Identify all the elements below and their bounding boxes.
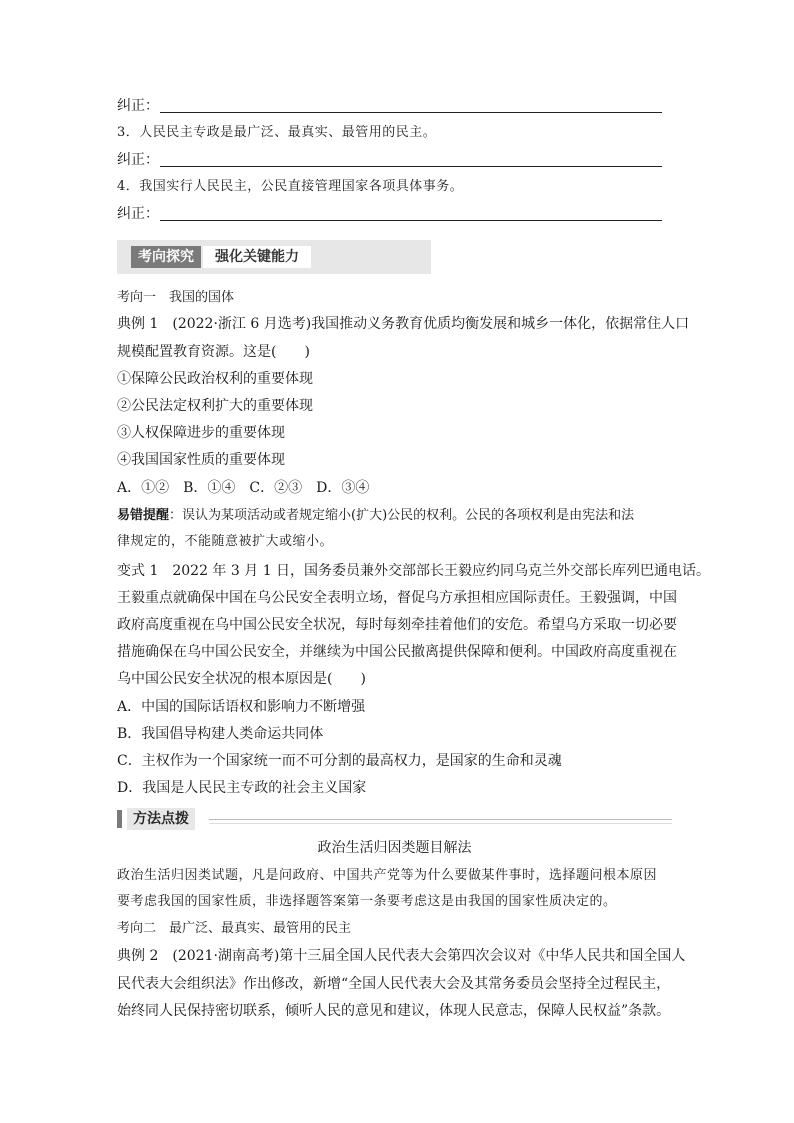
variant-1-line-3: 政府高度重视在乌中国公民安全状况，每时每刻牵挂着他们的安危。希望乌方采取一切必要: [117, 617, 677, 633]
example-1-option-3: ③人权保障进步的重要体现: [117, 425, 285, 441]
example-1-option-1: ①保障公民政治权利的重要体现: [117, 371, 313, 387]
correction-label-2: 纠正：: [117, 152, 159, 168]
statement-3: 3．人民民主专政是最广泛、最真实、最管用的民主。: [117, 125, 437, 140]
error-tip-line-2: 律规定的，不能随意被扩大或缩小。: [117, 534, 334, 549]
statement-4: 4．我国实行人民民主，公民直接管理国家各项具体事务。: [117, 179, 464, 194]
variant-1-option-a: A．中国的国际话语权和影响力不断增强: [117, 699, 366, 715]
method-title: 政治生活归因类题目解法: [317, 840, 472, 856]
section-banner: [117, 240, 431, 274]
variant-1-line-4: 措施确保在乌中国公民安全，并继续为中国公民撤离提供保障和便利。中国政府高度重视在: [117, 644, 677, 660]
method-line-1: 政治生活归因类试题，凡是问政府、中国共产党等为什么要做某件事时，选择题问根本原因: [117, 868, 658, 883]
correction-blank-3[interactable]: [160, 220, 662, 221]
correction-label-3: 纠正：: [117, 206, 159, 222]
correction-blank-2[interactable]: [160, 166, 662, 167]
example-2-line-3: 始终同人民保持密切联系，倾听人民的意见和建议，体现人民意志，保障人民权益”条款。: [117, 1003, 671, 1019]
variant-1-line-1: 变式 1 2022 年 3 月 1 日，国务委员兼外交部部长王毅应约同乌克兰外交部长库列巴通电话。: [117, 563, 711, 579]
variant-1-option-b: B．我国倡导构建人类命运共同体: [117, 726, 324, 742]
error-tip-text: ：误认为某项活动或者规定缩小(扩大)公民的权利。公民的各项权利是由宪法和法: [169, 508, 635, 523]
method-banner: [117, 808, 672, 830]
correction-label-1: 纠正：: [117, 98, 159, 114]
banner-title: 考向探究: [131, 246, 201, 268]
section-2-heading: 考向二 最广泛、最真实、最管用的民主: [117, 921, 352, 936]
variant-1-option-c: C．主权作为一个国家统一而不可分割的最高权力，是国家的生命和灵魂: [117, 753, 562, 769]
example-1-option-2: ②公民法定权利扩大的重要体现: [117, 398, 313, 414]
example-1-line-1: 典例 1 (2022·浙江 6 月选考)我国推动义务教育优质均衡发展和城乡一体化，依据常住人口: [117, 316, 690, 332]
error-tip-line-1: [117, 506, 634, 526]
method-bar: [117, 810, 122, 828]
example-1-option-4: ④我国国家性质的重要体现: [117, 452, 285, 468]
section-1-heading: 考向一 我国的国体: [117, 290, 235, 305]
variant-1-option-d: D．我国是人民民主专政的社会主义国家: [117, 780, 367, 796]
example-1-line-2: 规模配置教育资源。这是( ): [117, 344, 310, 360]
method-label: 方法点拨: [127, 808, 195, 830]
correction-blank-1[interactable]: [160, 112, 662, 113]
banner-subtitle: 强化关键能力: [203, 246, 311, 268]
example-2-line-2: 民代表大会组织法》作出修改，新增“全国人民代表大会及其常务委员会坚持全过程民主，: [117, 976, 671, 992]
error-tip-label: 易错提醒: [117, 508, 170, 523]
example-1-choices: A．①② B．①④ C．②③ D．③④: [117, 480, 370, 496]
method-divider: [209, 819, 672, 820]
method-line-2: 要考虑我国的国家性质，非选择题答案第一条要考虑这是由我国的国家性质决定的。: [117, 894, 617, 909]
method-divider-2: [209, 823, 672, 824]
variant-1-line-2: 王毅重点就确保中国在乌公民安全表明立场，督促乌方承担相应国际责任。王毅强调，中国: [117, 590, 677, 606]
variant-1-line-5: 乌中国公民安全状况的根本原因是( ): [117, 671, 366, 687]
example-2-line-1: 典例 2 (2021·湖南高考)第十三届全国人民代表大会第四次会议对《中华人民共和国全国人: [117, 948, 686, 964]
